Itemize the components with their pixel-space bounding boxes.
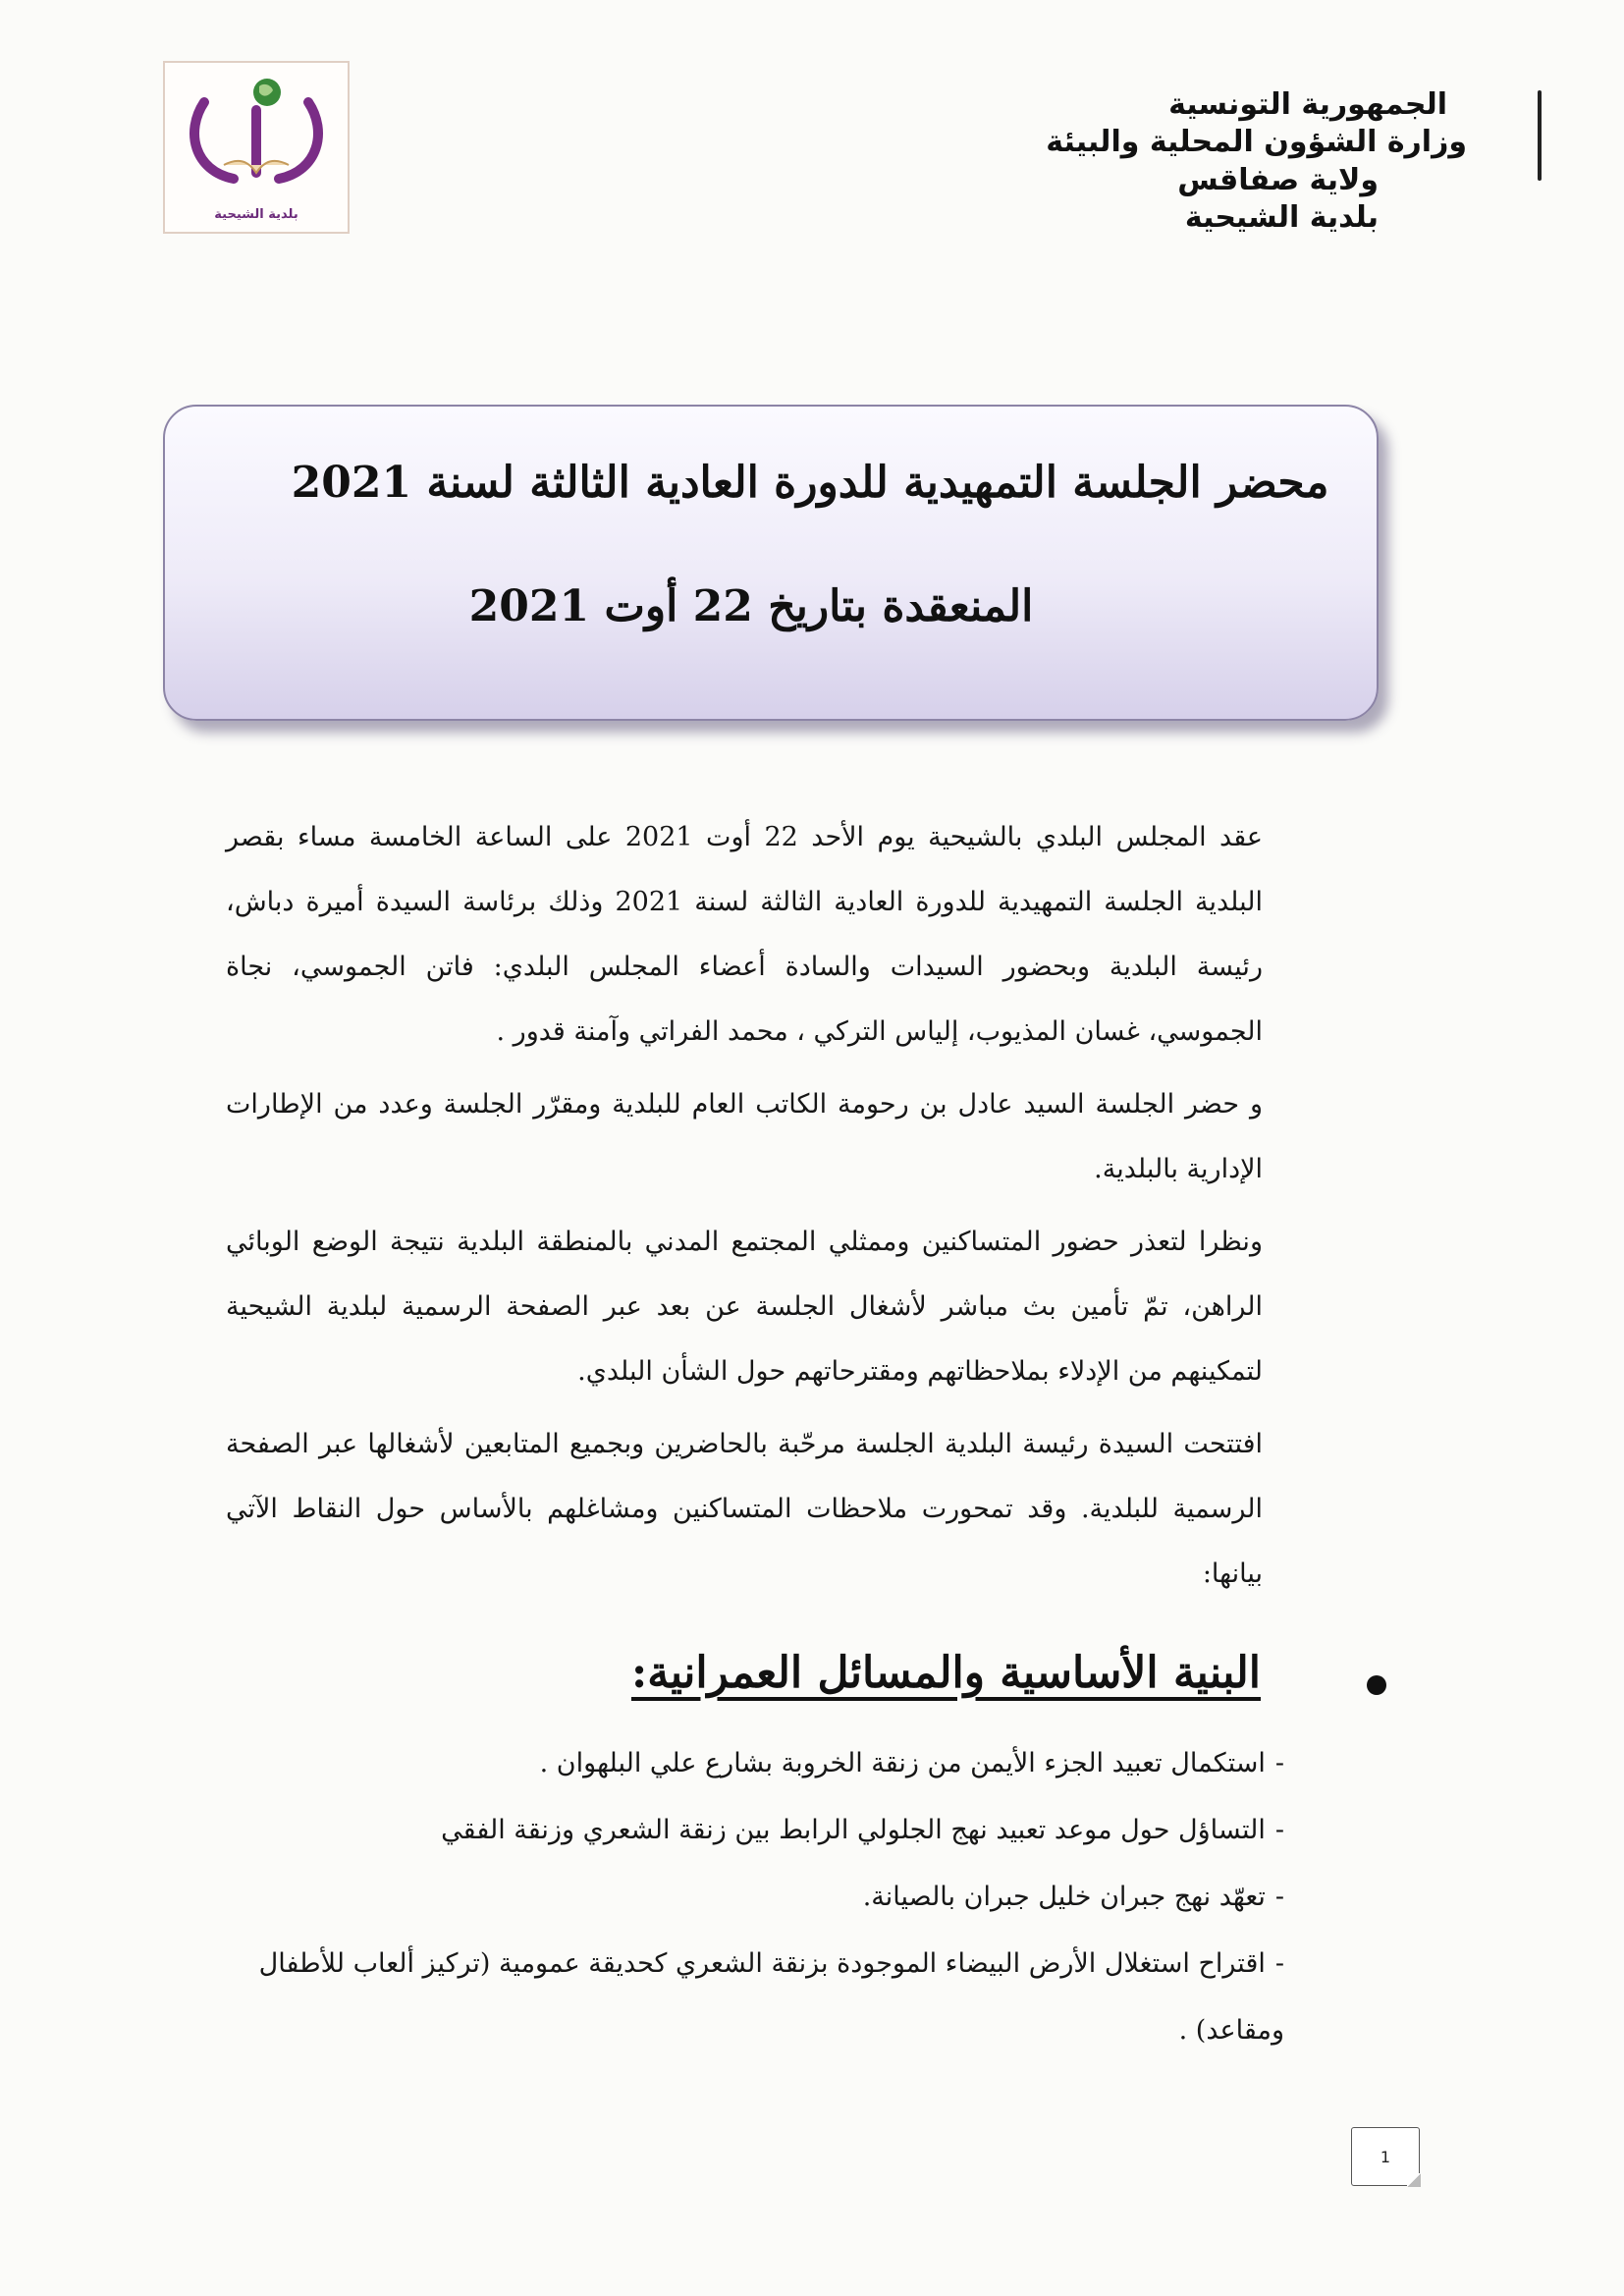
- page-number: 1: [1351, 2127, 1420, 2186]
- title-box: [163, 405, 1379, 721]
- municipality-logo-icon: [165, 63, 348, 210]
- paragraph-attendance: و حضر الجلسة السيد عادل بن رحومة الكاتب العام للبلدية ومقرّر الجلسة وعدد من الإطارات الإدارية بالبلدية.: [226, 1089, 1263, 1184]
- header-republic: الجمهورية التونسية: [1168, 87, 1447, 122]
- list-item: [234, 1931, 1284, 2064]
- list-item-text: اقتراح استغلال الأرض البيضاء الموجودة بزنقة الشعري كحديقة عمومية (تركيز ألعاب للأطفال ومقاعد) .: [258, 1948, 1284, 2046]
- list-item-text: تعهّد نهج جبران خليل جبران بالصيانة.: [862, 1882, 1266, 1912]
- header-municipality: بلدية الشيحية: [1184, 200, 1379, 236]
- title-line-2: المنعقدة بتاريخ 22 أوت 2021: [468, 581, 1034, 631]
- list-item: [234, 1864, 1284, 1931]
- municipality-logo: [163, 61, 350, 234]
- header-governorate: ولاية صفاقس: [1177, 162, 1379, 197]
- paragraph-opening: عقد المجلس البلدي بالشيحية يوم الأحد 22 أوت 2021 على الساعة الخامسة مساء بقصر البلدية الجلسة التمهيدية للدورة العادية الثالثة لسنة 2021 وذلك برئاسة السيدة أميرة دباش، رئيسة البلدية وبحضور السيدات والسادة أعضاء المجلس البلدي: فاتن الجموسي، نجاة الجموسي، غسان المذيوب، إلياس التركي ، محمد الفراتي وآمنة قدور .: [226, 822, 1263, 1047]
- dash-marker: -: [1274, 1748, 1284, 1778]
- letterhead: [1046, 86, 1467, 238]
- list-item: [234, 1730, 1284, 1797]
- list-item: [234, 1797, 1284, 1864]
- list-item-text: التساؤل حول موعد تعبيد نهج الجلولي الرابط بين زنقة الشعري وزنقة الفقي: [441, 1815, 1266, 1845]
- paragraph-broadcast: ونظرا لتعذر حضور المتساكنين وممثلي المجتمع المدني بالمنطقة البلدية نتيجة الوضع الوبائي الراهن، تمّ تأمين بث مباشر لأشغال الجلسة عن بعد عبر الصفحة الرسمية لبلدية الشيحية لتمكينهم من الإدلاء بملاحظاتهم ومقترحاتهم حول الشأن البلدي.: [226, 1227, 1263, 1387]
- header-ministry: وزارة الشؤون المحلية والبيئة: [1046, 125, 1467, 160]
- logo-caption: بلدية الشيحية: [214, 207, 298, 222]
- dash-marker: -: [1274, 1948, 1284, 1979]
- section-heading: البنية الأساسية والمسائل العمرانية:: [630, 1648, 1261, 1698]
- dash-marker: -: [1274, 1882, 1284, 1912]
- section-bullet: [1367, 1675, 1386, 1695]
- title-line-1: محضر الجلسة التمهيدية للدورة العادية الثالثة لسنة 2021: [291, 458, 1329, 508]
- paragraph-session-opening: افتتحت السيدة رئيسة البلدية الجلسة مرحّبة بالحاضرين وبجميع المتابعين لأشغالها عبر الصفحة الرسمية للبلدية. وقد تمحورت ملاحظات المتساكنين ومشاغلهم بالأساس حول النقاط الآتي بيانها:: [226, 1429, 1263, 1589]
- dash-marker: -: [1274, 1815, 1284, 1845]
- section-items: [234, 1730, 1284, 2064]
- minutes-body: [226, 805, 1361, 1614]
- margin-bar: [1538, 90, 1542, 181]
- list-item-text: استكمال تعبيد الجزء الأيمن من زنقة الخروبة بشارع علي البلهوان .: [539, 1748, 1266, 1778]
